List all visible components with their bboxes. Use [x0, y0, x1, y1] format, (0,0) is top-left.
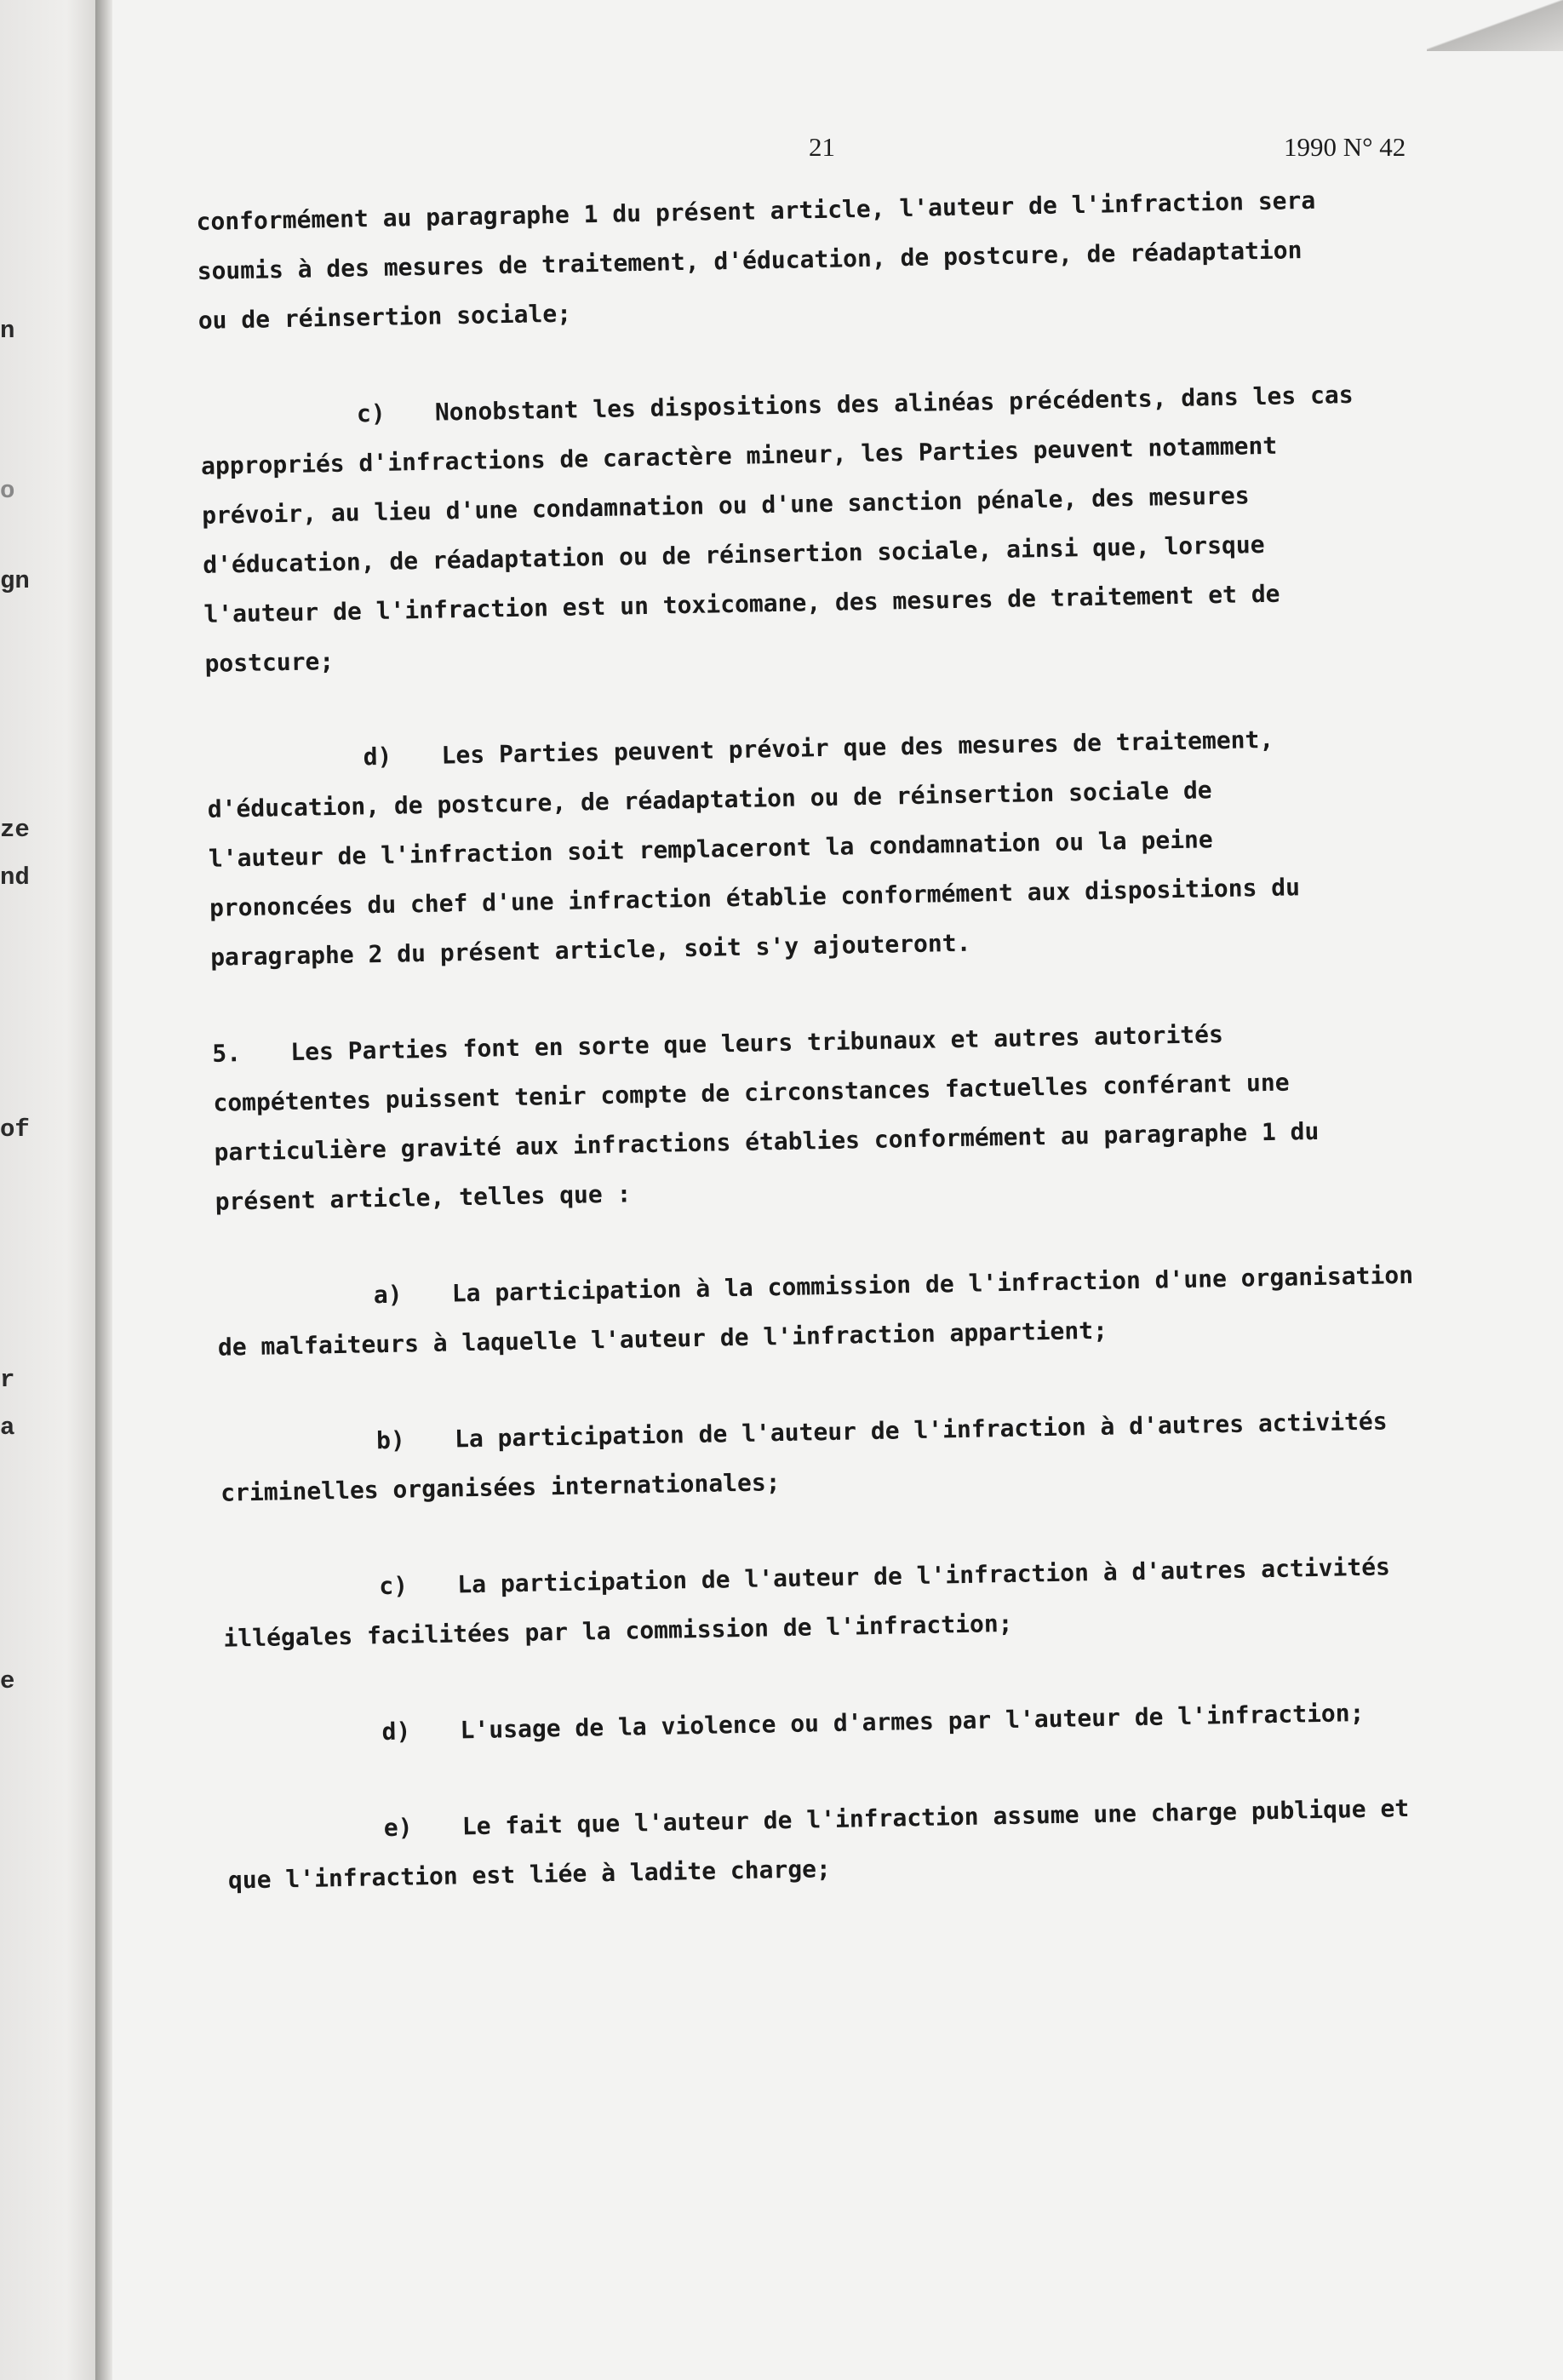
paragraph-c — [199, 366, 1563, 689]
text-line: prononcées du chef d'une infraction établie conformément aux dispositions du — [209, 873, 1301, 922]
document-page — [112, 0, 1563, 2380]
item-marker: c) — [379, 1571, 409, 1601]
text-line: postcure; — [204, 646, 335, 678]
left-fragment: ze — [0, 816, 30, 844]
text-line: paragraphe 2 du présent article, soit s'y ajouteront. — [209, 928, 971, 972]
text-line: que l'infraction est liée à ladite charge; — [227, 1855, 832, 1895]
page-number: 21 — [809, 132, 835, 162]
left-fragment: a — [0, 1414, 15, 1442]
left-page-margin — [0, 0, 95, 2380]
text-line: Les Parties peuvent prévoir que des mesures de traitement, — [441, 725, 1274, 770]
paragraph-5 — [212, 1003, 1563, 1227]
text-line: Nonobstant les dispositions des alinéas précédents, dans les cas — [434, 380, 1354, 427]
item-marker: e) — [383, 1813, 413, 1843]
text-line: appropriés d'infractions de caractère mineur, les Parties peuvent notamment — [200, 431, 1278, 480]
page-corner-fold — [1427, 0, 1563, 51]
text-line: ou de réinsertion sociale; — [198, 299, 572, 335]
text-line: soumis à des mesures de traitement, d'éducation, de postcure, de réadaptation — [197, 236, 1302, 285]
text-line: criminelles organisées internationales; — [220, 1468, 781, 1507]
text-line: La participation à la commission de l'infraction d'une organisation — [451, 1260, 1414, 1308]
text-line: conformément au paragraphe 1 du présent article, l'auteur de l'infraction sera — [196, 186, 1316, 236]
left-fragment: r — [0, 1366, 15, 1394]
left-fragment: e — [0, 1667, 15, 1695]
text-line: Les Parties font en sorte que leurs tribunaux et autres autorités — [289, 1020, 1224, 1067]
text-line: l'auteur de l'infraction est un toxicomane, des mesures de traitement et de — [203, 579, 1280, 628]
text-line: prévoir, au lieu d'une condamnation ou d'une sanction pénale, des mesures — [201, 481, 1250, 530]
text-line: La participation de l'auteur de l'infraction à d'autres activités — [454, 1407, 1388, 1454]
book-gutter — [95, 0, 112, 2380]
paragraph-number: 5. — [211, 1039, 242, 1068]
text-line: d'éducation, de réadaptation ou de réinsertion sociale, ainsi que, lorsque — [202, 530, 1265, 579]
text-line: d'éducation, de postcure, de réadaptation ou de réinsertion sociale de — [207, 776, 1212, 823]
text-line: L'usage de la violence ou d'armes par l'auteur de l'infraction; — [460, 1698, 1365, 1745]
text-line: particulière gravité aux infractions établies conformément au paragraphe 1 du — [214, 1116, 1320, 1167]
text-line: illégales facilitées par la commission de l'infraction; — [223, 1609, 1013, 1653]
left-fragment: nd — [0, 863, 30, 892]
document-reference: 1990 N° 42 — [1284, 132, 1406, 162]
item-marker: d) — [381, 1717, 411, 1746]
text-line: présent article, telles que : — [215, 1179, 632, 1216]
paragraph-d — [206, 709, 1563, 983]
text-line: de malfaiteurs à laquelle l'auteur de l'infraction appartient; — [217, 1316, 1108, 1362]
page-body — [196, 171, 1563, 1905]
left-fragment: gn — [0, 567, 30, 595]
item-marker: b) — [375, 1425, 406, 1455]
text-line: La participation de l'auteur de l'infraction à d'autres activités — [457, 1552, 1391, 1599]
text-line: Le fait que l'auteur de l'infraction assume une charge publique et — [461, 1793, 1410, 1841]
intro-paragraph — [196, 171, 1560, 346]
left-fragment: n — [0, 317, 15, 345]
paragraph-marker: c) — [356, 399, 386, 428]
paragraph-marker: d) — [363, 742, 392, 771]
text-line: l'auteur de l'infraction soit remplaceront la condamnation ou la peine — [208, 825, 1214, 873]
left-fragment: of — [0, 1115, 30, 1144]
item-marker: a) — [373, 1280, 403, 1310]
text-line: compétentes puissent tenir compte de circonstances factuelles conférant une — [213, 1068, 1290, 1117]
left-fragment: o — [0, 477, 15, 505]
